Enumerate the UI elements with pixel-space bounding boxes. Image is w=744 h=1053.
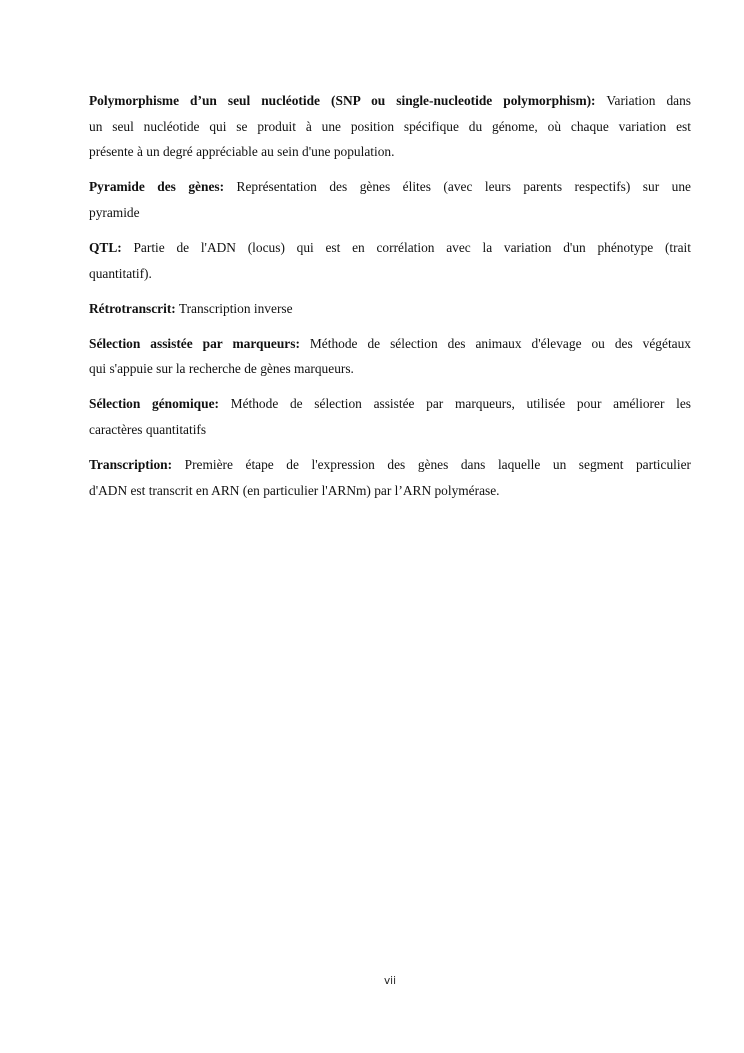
entry-line — [89, 200, 691, 226]
glossary-entry — [89, 331, 691, 382]
page-number: vii — [383, 975, 397, 987]
glossary-term: Pyramide des gènes: — [89, 179, 225, 195]
entry-line — [89, 356, 691, 382]
definition-text: Transcription inverse — [175, 300, 293, 316]
definition-text: Variation dans — [595, 93, 691, 108]
glossary-term: Polymorphisme d’un seul nucléotide (SNP ou single-nucleotide polymorphism): — [89, 93, 596, 108]
glossary-entry — [89, 391, 691, 442]
glossary-term: QTL: — [89, 239, 122, 255]
entry-line — [89, 331, 691, 357]
definition-text: caractères quantitatifs — [89, 422, 207, 438]
definition-text: Méthode de sélection assistée par marqueurs, utilisée pour améliorer les — [218, 396, 691, 412]
entry-line — [89, 391, 691, 417]
entry-line — [89, 114, 691, 140]
entry-line — [89, 452, 691, 478]
entry-line — [89, 261, 691, 287]
definition-text: Partie de l'ADN (locus) qui est en corrélation avec la variation d'un phénotype (trait — [121, 239, 691, 255]
glossary — [89, 88, 691, 513]
glossary-entry — [89, 174, 691, 225]
definition-text: un seul nucléotide qui se produit à une position spécifique du génome, où chaque variation est — [89, 118, 691, 134]
entry-line — [89, 417, 691, 443]
entry-line — [89, 88, 691, 114]
entry-line — [89, 139, 691, 165]
entry-line — [89, 235, 691, 261]
glossary-term: Sélection génomique: — [89, 396, 219, 412]
glossary-entry — [89, 296, 691, 322]
entry-line — [89, 174, 691, 200]
glossary-entry — [89, 235, 691, 286]
definition-text: pyramide — [89, 204, 140, 220]
definition-text: Représentation des gènes élites (avec leurs parents respectifs) sur une — [224, 179, 691, 195]
entry-line — [89, 296, 691, 322]
glossary-entry — [89, 88, 691, 165]
glossary-term: Rétrotranscrit: — [89, 300, 176, 316]
definition-text: qui s'appuie sur la recherche de gènes marqueurs. — [89, 361, 354, 377]
definition-text: Première étape de l'expression des gènes dans laquelle un segment particulier — [172, 457, 691, 473]
entry-line — [89, 478, 691, 504]
glossary-term: Sélection assistée par marqueurs: — [89, 335, 300, 351]
glossary-entry — [89, 452, 691, 503]
definition-text: Méthode de sélection des animaux d'élevage ou des végétaux — [299, 335, 691, 351]
definition-text: d'ADN est transcrit en ARN (en particulier l'ARNm) par l’ARN polymérase. — [89, 482, 500, 498]
definition-text: quantitatif). — [89, 265, 152, 281]
glossary-term: Transcription: — [89, 457, 173, 473]
definition-text: présente à un degré appréciable au sein d'une population. — [89, 144, 395, 160]
